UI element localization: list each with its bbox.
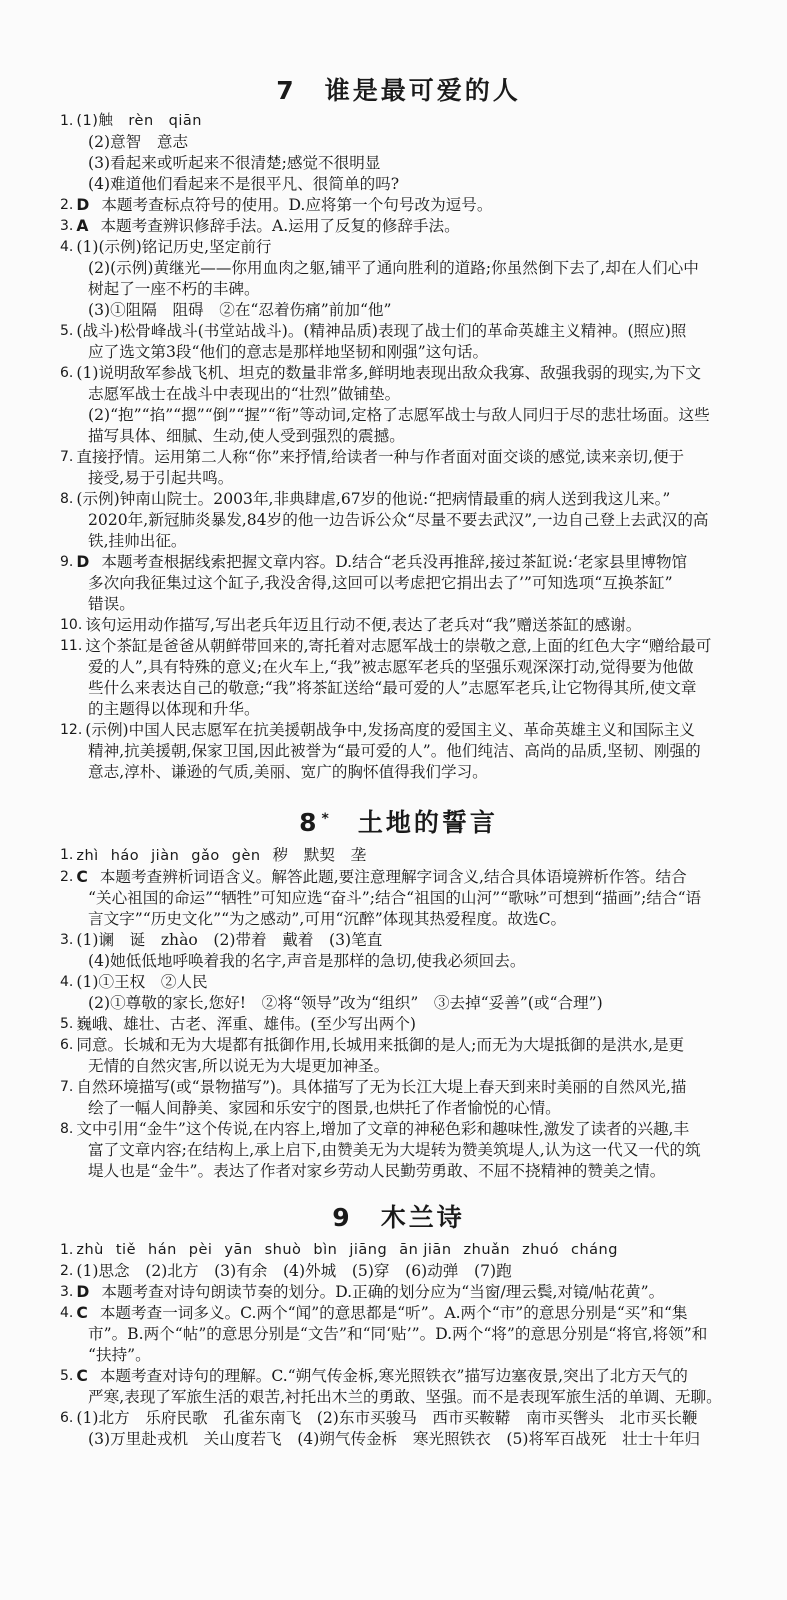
answer-line: 本题考查对诗句的理解。C.“朔气传金柝,寒光照铁衣”描写边塞夜景,突出了北方天气的 (99, 1367, 688, 1385)
answer-line: (1)思念 (2)北方 (3)有余 (4)外城 (5)穿 (6)动弹 (7)跑 (76, 1262, 512, 1280)
item-number: 5. (60, 1016, 74, 1032)
answer-line: (2)意智 意志 (88, 133, 189, 151)
choice-answer: D (76, 1283, 90, 1301)
answer-line: 绘了一幅人间静美、家园和乐安宁的图景,也烘托了作者愉悦的心情。 (88, 1099, 561, 1117)
answer-item (60, 972, 737, 993)
answer-line: 富了文章内容;在结构上,承上启下,由赞美无为大堤转为赞美筑堤人,认为这一代又一代的筑 (88, 1141, 701, 1159)
answer-item (60, 552, 737, 573)
choice-answer: C (76, 1367, 88, 1385)
item-number: 6. (60, 1037, 74, 1053)
answer-line: 的主题得以体现和升华。 (88, 700, 260, 718)
answer-line: 本题考查一词多义。C.两个“闻”的意思都是“听”。A.两个“市”的意思分别是“买”和“集 (99, 1304, 688, 1322)
item-number: 8. (60, 491, 74, 507)
pinyin-word: zhù (76, 1242, 104, 1258)
answer-line: 接受,易于引起共鸣。 (88, 469, 234, 487)
answer-line: 铁,挂帅出征。 (88, 532, 187, 550)
answer-line: 市”。B.两个“帖”的意思分别是“文告”和“同‘贴’”。D.两个“将”的意思分别是“将官,将领”和 (88, 1325, 708, 1343)
pinyin-word: bìn (313, 1242, 338, 1258)
answer-line: 2020年,新冠肺炎暴发,84岁的他一边告诉公众“尽量不要去武汉”,一边自己登上去武汉的高 (88, 511, 709, 529)
choice-answer: C (76, 1304, 88, 1322)
answer-line: 应了选文第3段“他们的意志是那样地坚韧和刚强”这句话。 (88, 343, 489, 361)
pinyin-word: tiě (115, 1242, 136, 1258)
answer-line: (3)①阻隔 阻碍 ②在“忍着伤痛”前加“他” (88, 301, 392, 319)
answer-item (60, 845, 737, 867)
answer-line: 精神,抗美援朝,保家卫国,因此被誉为“最可爱的人”。他们纯洁、高尚的品质,坚韧、刚强的 (88, 742, 701, 760)
item-number: 7. (60, 449, 74, 465)
answer-item (60, 1014, 737, 1035)
answer-line: 堤人也是“金牛”。表达了作者对家乡劳动人民勤劳勇敢、不屈不挠精神的赞美之情。 (88, 1162, 666, 1180)
item-number: 1. (60, 1242, 74, 1258)
answer-line: 无情的自然灾害,所以说无为大堤更加神圣。 (88, 1057, 390, 1075)
answer-line: 文中引用“金牛”这个传说,在内容上,增加了文章的神秘色彩和趣味性,激发了读者的兴趣,丰 (76, 1120, 690, 1138)
answer-line: 错误。 (88, 595, 135, 613)
answer-line: 树起了一座不朽的丰碑。 (88, 280, 260, 298)
answer-line: (1)(示例)铭记历史,坚定前行 (76, 238, 272, 256)
answer-line: (3)万里赴戎机 关山度若飞 (4)朔气传金柝 寒光照铁衣 (5)将军百战死 壮士十年归 (88, 1430, 701, 1448)
answer-item (60, 930, 737, 951)
pinyin-word: ān jiān (399, 1242, 452, 1258)
answer-item (60, 489, 737, 510)
answer-line: (1)谰 诞 zhào (2)带着 戴着 (3)笔直 (76, 931, 383, 949)
answer-item (60, 216, 737, 237)
item-number: 8. (60, 1121, 74, 1137)
item-number: 7. (60, 1079, 74, 1095)
answer-line: 本题考查根据线索把握文章内容。D.结合“老兵没再推辞,接过茶缸说:‘老家县里博物馆 (101, 553, 688, 571)
answer-line: “关心祖国的命运”“牺牲”可知应选“奋斗”;结合“祖国的山河”“歌咏”可想到“描画”;结合“语 (88, 889, 702, 907)
pinyin-word: jiāng (349, 1242, 388, 1258)
answer-item (60, 195, 737, 216)
item-number: 4. (60, 239, 74, 255)
section-number: 7 (276, 76, 297, 105)
item-number: 5. (60, 323, 74, 339)
answer-chars: 秽 默契 垄 (272, 846, 367, 864)
pinyin-word: pèi (188, 1242, 213, 1258)
pinyin-word: gǎo (191, 848, 220, 864)
section-name: 谁是最可爱的人 (324, 76, 521, 105)
answer-line: (1)①王权 ②人民 (76, 973, 208, 991)
answer-line: (1)北方 乐府民歌 孔雀东南飞 (2)东市买骏马 西市买鞍鞯 南市买辔头 北市买长鞭 (76, 1409, 698, 1427)
section-name: 木兰诗 (380, 1203, 465, 1232)
item-number: 12. (60, 722, 83, 738)
answer-line: (战斗)松骨峰战斗(书堂站战斗)。(精神品质)表现了战士们的革命英雄主义精神。(照应)照 (76, 322, 687, 340)
pinyin-word: zhuó (522, 1242, 559, 1258)
item-number: 4. (60, 1305, 74, 1321)
answer-line: 些什么来表达自己的敬意;“我”将茶缸送给“最可爱的人”志愿军老兵,让它物得其所,使文章 (88, 679, 697, 697)
answer-item (60, 1366, 737, 1387)
answer-line: (3)看起来或听起来不很清楚;感觉不很明显 (88, 154, 381, 172)
item-number: 2. (60, 197, 74, 213)
answer-line: 志愿军战士在战斗中表现出的“壮烈”做铺垫。 (88, 385, 401, 403)
section-number: 9 (332, 1203, 353, 1232)
answer-item (60, 1119, 737, 1140)
choice-answer: D (76, 196, 90, 214)
section-number: 8 (299, 808, 320, 837)
section-title-8 (60, 803, 737, 839)
answer-item (60, 1408, 737, 1429)
section-name: 土地的誓言 (357, 808, 498, 837)
answer-line: 严寒,表现了军旅生活的艰苦,衬托出木兰的勇敢、坚强。而不是表现军旅生活的单调、无聊。 (88, 1388, 722, 1406)
item-number: 2. (60, 1263, 74, 1279)
answer-line: (示例)中国人民志愿军在抗美援朝战争中,发扬高度的爱国主义、革命英雄主义和国际主义 (85, 721, 695, 739)
answer-line: 爱的人”,具有特殊的意义;在火车上,“我”被志愿军老兵的坚强乐观深深打动,觉得要为他做 (88, 658, 694, 676)
answer-item (60, 1282, 737, 1303)
answer-line: 本题考查标点符号的使用。D.应将第一个句号改为逗号。 (101, 196, 493, 214)
answer-line: 本题考查对诗句朗读节奏的划分。D.正确的划分应为“当窗/理云鬓,对镜/帖花黄”。 (101, 1283, 665, 1301)
answer-item (60, 1261, 737, 1282)
answer-line: 该句运用动作描写,写出老兵年迈且行动不便,表达了老兵对“我”赠送茶缸的感谢。 (85, 616, 642, 634)
answer-item (60, 867, 737, 888)
answer-item (60, 720, 737, 741)
answer-line: (2)(示例)黄继光——你用血肉之躯,铺平了通向胜利的道路;你虽然倒下去了,却在人们心中 (88, 259, 699, 277)
item-number: 6. (60, 1410, 74, 1426)
item-number: 9. (60, 554, 74, 570)
answer-line: (2)①尊敬的家长,您好! ②将“领导”改为“组织” ③去掉“妥善”(或“合理”) (88, 994, 603, 1012)
pinyin-word: jiàn (151, 848, 180, 864)
item-number: 6. (60, 365, 74, 381)
answer-item (60, 615, 737, 636)
pinyin-word: zhì (76, 848, 99, 864)
answer-line: 自然环境描写(或“景物描写”)。具体描写了无为长江大堤上春天到来时美丽的自然风光,描 (76, 1078, 687, 1096)
answer-line: 多次向我征集过这个缸子,我没舍得,这回可以考虑把它捐出去了’”可知选项“互换茶缸” (88, 574, 673, 592)
answer-item (60, 1035, 737, 1056)
answer-line: 本题考查辨识修辞手法。A.运用了反复的修辞手法。 (100, 217, 460, 235)
answer-item (60, 1303, 737, 1324)
answer-line: 言文字”“历史文化”“为之感动”,可用“沉醉”体现其热爱程度。故选C。 (88, 910, 567, 928)
pinyin-word: háo (110, 848, 140, 864)
answer-item (60, 447, 737, 468)
item-number: 1. (60, 113, 74, 129)
answer-line: (2)“抱”“掐”“摁”“倒”“握”“衔”等动词,定格了志愿军战士与敌人同归于尽的悲壮场面。这些 (88, 406, 710, 424)
pinyin-word: gèn (231, 848, 261, 864)
answer-line: 描写具体、细腻、生动,使人受到强烈的震撼。 (88, 427, 405, 445)
choice-answer: D (76, 553, 90, 571)
answer-line: 这个茶缸是爸爸从朝鲜带回来的,寄托着对志愿军战士的崇敬之意,上面的红色大字“赠给最可 (85, 637, 712, 655)
answer-item (60, 1240, 737, 1261)
item-number: 11. (60, 638, 83, 654)
answer-item (60, 237, 737, 258)
answer-line: 本题考查辨析词语含义。解答此题,要注意理解字词含义,结合具体语境辨析作答。结合 (99, 868, 687, 886)
answer-line: (1)触 rèn qiān (76, 113, 202, 129)
section-title-9 (60, 1202, 737, 1234)
answer-line: 巍峨、雄壮、古老、浑重、雄伟。(至少写出两个) (76, 1015, 416, 1033)
optional-mark: * (321, 811, 332, 827)
choice-answer: A (76, 217, 89, 235)
item-number: 10. (60, 617, 83, 633)
pinyin-word: cháng (570, 1242, 618, 1258)
item-number: 5. (60, 1368, 74, 1384)
answer-item (60, 1077, 737, 1098)
pinyin-word: hán (148, 1242, 177, 1258)
item-number: 3. (60, 932, 74, 948)
pinyin-word: yān (224, 1242, 253, 1258)
answer-line: “扶持”。 (88, 1346, 151, 1364)
pinyin-word: shuò (264, 1242, 302, 1258)
item-number: 4. (60, 974, 74, 990)
item-number: 3. (60, 218, 74, 234)
answer-item (60, 321, 737, 342)
item-number: 3. (60, 1284, 74, 1300)
answer-item (60, 636, 737, 657)
answer-line: (4)难道他们看起来不是很平凡、很简单的吗? (88, 175, 400, 193)
answer-line: 同意。长城和无为大堤都有抵御作用,长城用来抵御的是人;而无为大堤抵御的是洪水,是更 (76, 1036, 685, 1054)
answer-item (60, 363, 737, 384)
answer-line: 直接抒情。运用第二人称“你”来抒情,给读者一种与作者面对面交谈的感觉,读来亲切,便于 (76, 448, 685, 466)
answer-line: (示例)钟南山院士。2003年,非典肆虐,67岁的他说:“把病情最重的病人送到我这儿来。” (76, 490, 671, 508)
answer-line: 意志,淳朴、谦逊的气质,美丽、宽广的胸怀值得我们学习。 (88, 763, 488, 781)
choice-answer: C (76, 868, 88, 886)
item-number: 2. (60, 869, 74, 885)
answer-line: (4)她低低地呼唤着我的名字,声音是那样的急切,使我必须回去。 (88, 952, 526, 970)
section-title-7 (60, 0, 737, 107)
pinyin-word: zhuǎn (463, 1242, 511, 1258)
answer-line: (1)说明敌军参战飞机、坦克的数量非常多,鲜明地表现出敌众我寡、敌强我弱的现实,为下文 (76, 364, 701, 382)
answer-item (60, 111, 737, 132)
item-number: 1. (60, 847, 74, 863)
